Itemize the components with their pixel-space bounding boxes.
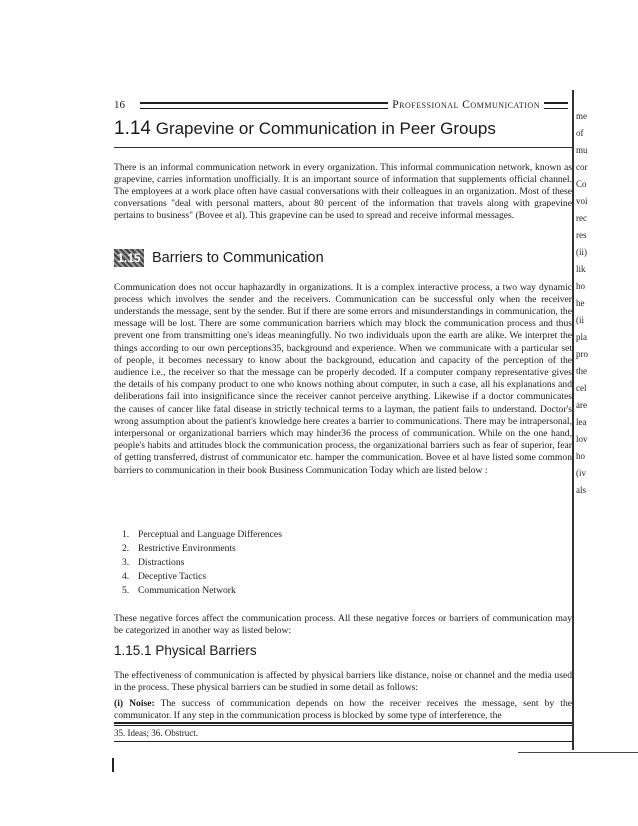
margin-fragment: lov: [576, 434, 588, 444]
adjacent-page-fragments: [576, 108, 636, 499]
margin-fragment: he: [576, 298, 585, 308]
margin-fragment: cel: [576, 383, 587, 393]
subsection-number: 1.15.1: [114, 643, 152, 658]
margin-fragment: mu: [576, 145, 588, 155]
list-item-number: 4.: [122, 571, 130, 582]
running-header: [114, 97, 572, 113]
noise-text: The success of communication depends on how the receiver receives the message, sent by the communicator. If any step in the communication process is blocked by some type of interference, the: [114, 697, 573, 721]
running-title: Professional Communication: [392, 99, 540, 111]
page-number: 16: [114, 99, 125, 111]
bottom-scan-line: [518, 752, 638, 753]
list-item-text: Restrictive Environments: [138, 543, 236, 554]
footnote: 35. Ideas; 36. Obstruct.: [114, 728, 198, 738]
list-item: [122, 556, 282, 570]
margin-fragment: pro: [576, 349, 588, 359]
list-item-number: 2.: [122, 543, 130, 554]
list-item: [122, 542, 282, 556]
margin-fragment: pla: [576, 332, 587, 342]
margin-fragment: lik: [576, 264, 586, 274]
section-number-box: 1.15: [114, 249, 144, 267]
footnote-rule: [114, 722, 572, 724]
margin-fragment: (ii): [576, 247, 587, 257]
list-item: [122, 528, 282, 542]
margin-fragment: (iv: [576, 468, 586, 478]
section-heading-1-15: [114, 248, 324, 268]
list-item-number: 1.: [122, 529, 130, 540]
grapevine-paragraph: There is an informal communication network in every organization. This informal communication network, known as grapevine, carries information unofficially. It is an important source of information that supplements official channel. The employees at a work place often have casual conversations with their colleagues in an organization. Most of these conversations "deal with personal matters, about 80 percent of the information that travels along with grapevine pertains to business" (Bovee et al). This grapevine can be used to spread and receive informal messages.: [114, 161, 572, 222]
noise-paragraph: [114, 698, 572, 722]
list-item: [122, 584, 282, 598]
physical-barriers-paragraph: The effectiveness of communication is affected by physical barriers like distance, noise or channel and the media used in the process. These physical barriers can be studied in some detail as follows:: [114, 669, 572, 693]
list-item-number: 3.: [122, 557, 130, 568]
list-item: [122, 570, 282, 584]
list-item-text: Communication Network: [138, 585, 236, 596]
list-item-text: Distractions: [138, 557, 185, 568]
margin-fragment: ho: [576, 281, 585, 291]
footnote-rule-thin: [114, 725, 572, 726]
barriers-list: [122, 528, 282, 598]
margin-fragment: Co: [576, 179, 587, 189]
page-binding-edge: [572, 90, 574, 750]
scan-mark: [112, 758, 114, 772]
margin-fragment: lea: [576, 417, 587, 427]
margin-fragment: the: [576, 366, 587, 376]
subsection-title: Physical Barriers: [155, 643, 257, 658]
margin-fragment: cor: [576, 162, 588, 172]
margin-fragment: (ii: [576, 315, 584, 325]
section-title: Barriers to Communication: [152, 250, 324, 266]
margin-fragment: als: [576, 485, 586, 495]
footnote-bottom-rule: [114, 741, 572, 742]
section-title: Grapevine or Communication in Peer Groups: [155, 119, 496, 138]
list-item-text: Deceptive Tactics: [138, 571, 207, 582]
header-rule-right: [544, 102, 568, 109]
after-list-paragraph: These negative forces affect the communication process. All these negative forces or barriers of communication may be categorized in another way as listed below:: [114, 612, 572, 636]
header-rule-left: [140, 102, 388, 109]
margin-fragment: ho: [576, 451, 585, 461]
margin-fragment: res: [576, 230, 587, 240]
margin-fragment: me: [576, 111, 587, 121]
heading-underline: [114, 147, 574, 148]
list-item-number: 5.: [122, 585, 130, 596]
margin-fragment: rec: [576, 213, 587, 223]
section-heading-1-14: [114, 118, 574, 140]
barriers-paragraph: Communication does not occur haphazardly in organizations. It is a complex interactive process, a two way dynamic process which involves the sender and the receivers. Communication can be successful only when the receiver understands the message, sent by the sender. But if there are some errors and misunderstandings in communication, the message will be lost. There are some communication barriers which may block the communication process and thus prevent one from transmitting one's ideas meaningfully. No two individuals upon the earth are alike. We interpret the things according to our own perceptions35, background and experience. When we communicate with a particular set of people, it becomes necessary to know about the background, education and capacity of the perception of the audience i.e., the receiver so that the message can be properly decoded. If a computer company representative gives the details of his company product to one who knows nothing about computer, in such a case, all his explanations and deliberations fail into insignificance since the receiver cannot perceive anything. Likewise if a doctor communicates the causes of cancer like fatal disease in strictly technical terms to a layman, the patient fails to understand. Doctor's wrong assumption about the patient's knowledge here creates a barrier to communications. There may be intrapersonal, interpersonal or organizational barriers which may hinder36 the process of communication. While on the one hand, people's habits and attitudes block the communication process, the organizational barriers such as fear of superior, fear of getting transferred, distrust of communicator etc. hamper the communication. Bovee et al have listed some common barriers to communication in their book Business Communication Today which are listed below :: [114, 281, 572, 476]
list-item-text: Perceptual and Language Differences: [138, 529, 282, 540]
noise-label: (i) Noise:: [114, 697, 155, 709]
margin-fragment: are: [576, 400, 587, 410]
section-number: 1.14: [114, 118, 151, 139]
subsection-heading-1-15-1: [114, 643, 257, 658]
margin-fragment: voi: [576, 196, 588, 206]
margin-fragment: of: [576, 128, 584, 138]
